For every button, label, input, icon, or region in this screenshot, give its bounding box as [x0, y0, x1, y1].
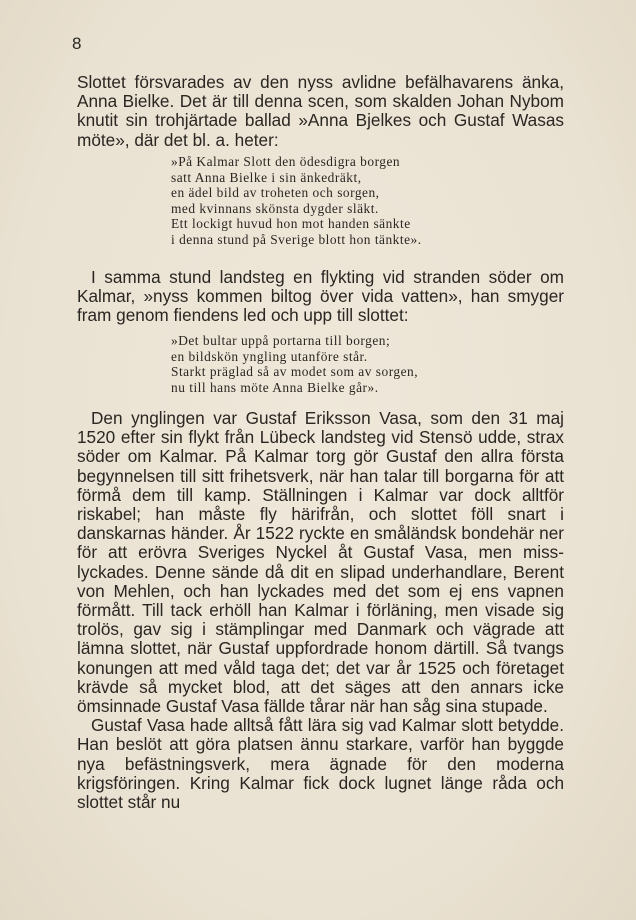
text-line: danskarnas händer. År 1522 ryckte en småländsk bondehär — [77, 523, 535, 544]
text-line: Gustaf Vasa hade alltså fått lära sig vad Kalmar slott betydde. — [91, 715, 564, 736]
paragraph-2-text — [77, 268, 564, 326]
verse-line: en ädel bild av troheten och sorgen, — [171, 185, 380, 200]
text-line: att lämna slottet, när Gustaf uppfordrade honom därtill. Så — [77, 619, 564, 659]
paragraph-4-text — [77, 716, 564, 812]
text-line: strax söder om Kalmar. På Kalmar torg gör Gustaf den allra — [77, 427, 564, 467]
text-line: 1520 efter sin flykt från Lübeck landsteg vid Stensö udde, — [77, 427, 522, 448]
paragraph-2 — [77, 268, 564, 326]
text-line: Slottet försvarades av den nyss avlidne befälhavarens änka, — [77, 72, 564, 92]
text-line: tvangs konungen att med våld taga det; det var år 1525 och — [77, 638, 564, 678]
text-line: lyckades. Denne sände då dit en slipad underhandlare, Berent — [77, 561, 564, 582]
verse-line: satt Anna Bielke i sin änkedräkt, — [171, 169, 362, 185]
text-line: Anna Bielke. Det är till denna scen, som skalden Johan Nybom — [77, 91, 564, 112]
page-number: 8 — [72, 34, 82, 53]
verse-quote-1 — [171, 154, 422, 247]
paragraph-3-text — [77, 409, 564, 716]
text-line: knutit sin trohjärtade ballad »Anna Bjelkes och Gustaf Wasas — [77, 110, 564, 131]
text-line: företaget krävde så mycket blod, att det säges att den annars — [77, 657, 565, 697]
verse-line: »På Kalmar Slott den ödesdigra borgen — [171, 154, 401, 169]
verse-line: Starkt präglad så av modet som av sorgen, — [171, 364, 419, 379]
text-line: alltför riskabel; han måste fly härifrån, och slottet föll snart i — [77, 484, 564, 525]
paragraph-3 — [77, 409, 564, 812]
text-line: möte», där det bl. a. heter: — [77, 129, 279, 150]
text-line: sig trolös, gav sig i stämplingar med Danmark och vägrade — [77, 600, 565, 640]
text-line: nya befästningsverk, mera ägnade för den moderna krigsföringen. — [77, 753, 564, 793]
text-line: stupade. — [481, 696, 548, 717]
text-line: förmått. Till tack erhöll han Kalmar i förläning, men visade — [77, 600, 535, 621]
text-line: von Mehlen, och han lyckades med det som ej ens vapnen — [77, 580, 564, 601]
verse-quote-2 — [171, 333, 418, 395]
text-line: första begynnelsen till sitt frihetsverk, när han talar till borgarna — [77, 446, 564, 486]
verse-line: Ett lockigt huvud hon mot handen sänkte — [171, 216, 411, 231]
verse-line: en bildskön yngling utanföre står. — [171, 348, 368, 364]
paragraph-1-text — [77, 73, 564, 150]
text-line: ner för att erövra Sveriges Nyckel åt Gustaf Vasa, men miss- — [77, 523, 565, 563]
text-line: fram genom fiendens led och upp till slottet: — [77, 305, 409, 326]
text-line: för att förmå dem till kamp. Ställningen i Kalmar var dock — [77, 465, 564, 505]
paragraph-1 — [77, 73, 564, 150]
verse-line: med kvinnans skönsta dygder släkt. — [171, 200, 379, 216]
text-line: I samma stund landsteg en flykting vid stranden söder om — [91, 267, 564, 287]
text-line: Den ynglingen var Gustaf Eriksson Vasa, som den 31 maj — [91, 408, 564, 428]
verse-line: »Det bultar uppå portarna till borgen; — [171, 333, 391, 348]
verse-line: i denna stund på Sverige blott hon tänkte». — [171, 231, 422, 247]
text-line: icke ömsinnade Gustaf Vasa fällde tårar när han såg sina — [77, 676, 564, 717]
text-line: Kalmar, »nyss kommen biltog över vida vatten», han smyger — [77, 286, 564, 307]
text-line: Kring Kalmar fick dock lugnet länge råda och slottet står nu — [77, 772, 565, 813]
verse-line: nu till hans möte Anna Bielke går». — [171, 379, 379, 395]
text-line: Han beslöt att göra platsen ännu starkare, varför han byggde — [77, 734, 564, 755]
